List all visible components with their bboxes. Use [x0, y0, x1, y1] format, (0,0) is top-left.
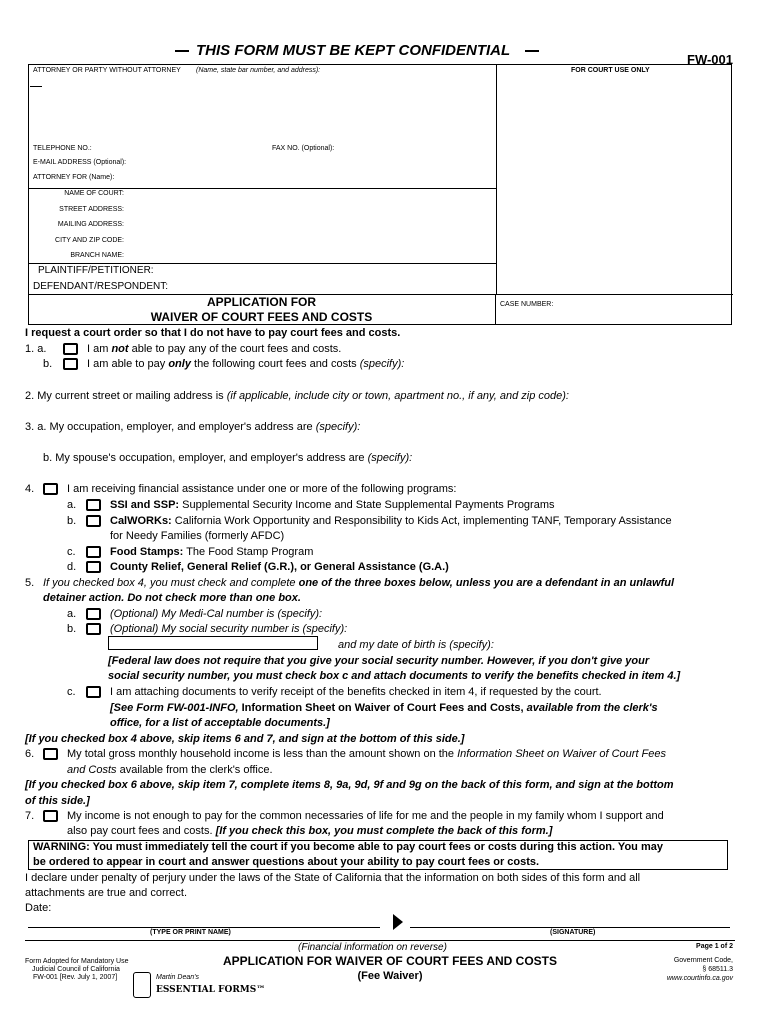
declaration-2: attachments are true and correct. [25, 887, 188, 899]
court-website[interactable]: www.courtinfo.ca.gov [666, 975, 733, 982]
checkbox-4c[interactable] [86, 546, 101, 558]
attorney-label: ATTORNEY OR PARTY WITHOUT ATTORNEY [33, 67, 181, 74]
branch-label: BRANCH NAME: [70, 252, 124, 259]
type-name-label: (TYPE OR PRINT NAME) [150, 929, 231, 936]
checkbox-5a[interactable] [86, 608, 101, 620]
street-label: STREET ADDRESS: [59, 206, 124, 213]
item-6-num: 6. [25, 748, 35, 760]
page-number: Page 1 of 2 [696, 943, 733, 950]
item-3a: 3. a. My occupation, employer, and employer's address are (specify): [25, 421, 361, 433]
item-4d-num: d. [67, 561, 77, 573]
item-7-num: 7. [25, 810, 35, 822]
brand-essential-forms: ESSENTIAL FORMS™ [156, 985, 266, 995]
item-4b-text-2: for Needy Families (formerly AFDC) [110, 530, 285, 542]
name-line[interactable] [28, 927, 380, 928]
adopted-3: FW-001 [Rev. July 1, 2007] [33, 974, 118, 981]
item-1a-num: 1. a. [25, 343, 47, 355]
city-label: CITY AND ZIP CODE: [55, 237, 124, 244]
telephone-label: TELEPHONE NO.: [33, 145, 92, 152]
attorney-field[interactable] [30, 86, 42, 96]
item-5b-note-2: social security number, you must check box c and attach documents to verify the benefits checked in item 4.] [108, 670, 681, 682]
checkbox-4[interactable] [43, 483, 58, 495]
adopted-1: Form Adopted for Mandatory Use [25, 958, 129, 965]
footer-subtitle: (Fee Waiver) [357, 970, 423, 982]
item-5b-note-1: [Federal law does not require that you give your social security number. However, if you don't give your [108, 655, 650, 667]
checkbox-1a[interactable] [63, 343, 78, 355]
checkbox-4a[interactable] [86, 499, 101, 511]
sign-arrow-icon [393, 914, 403, 930]
checkbox-4d[interactable] [86, 561, 101, 573]
confidential-title: THIS FORM MUST BE KEPT CONFIDENTIAL [196, 42, 511, 59]
item-2: 2. My current street or mailing address is (if applicable, include city or town, apartment no., if any, and zip code): [25, 390, 569, 402]
essential-forms-logo [133, 972, 151, 998]
attorney-for-label: ATTORNEY FOR (Name): [33, 174, 115, 181]
skip-note-2: [If you checked box 6 above, skip item 7, complete items 8, 9a, 9d, 9f and 9g on the back of this form, and sign at the bottom [25, 779, 674, 791]
item-5-text-2: detainer action. Do not check more than one box. [43, 592, 301, 604]
brand-martin-dean: Martin Dean's [156, 974, 199, 981]
financial-info-note: (Financial information on reverse) [298, 942, 447, 953]
item-1a-text: I am not able to pay any of the court fees and costs. [87, 343, 342, 355]
application-title-2: WAIVER OF COURT FEES AND COSTS [150, 310, 373, 324]
warning-text-1: WARNING: You must immediately tell the court if you become able to pay court fees or costs during this action. You may [33, 841, 663, 853]
email-label: E-MAIL ADDRESS (Optional): [33, 159, 127, 166]
item-5-num: 5. [25, 577, 35, 589]
mailing-label: MAILING ADDRESS: [57, 221, 124, 228]
item-5a-num: a. [67, 608, 77, 620]
adopted-2: Judicial Council of California [32, 966, 120, 973]
warning-text-2: be ordered to appear in court and answer questions about your ability to pay court fees or costs. [33, 856, 540, 868]
date-label: Date: [25, 902, 52, 914]
skip-note-1: [If you checked box 4 above, skip items 6 and 7, and sign at the bottom of this side.] [25, 733, 465, 745]
plaintiff-label: PLAINTIFF/PETITIONER: [38, 265, 154, 276]
checkbox-1b[interactable] [63, 358, 78, 370]
signature-line[interactable] [410, 927, 730, 928]
skip-note-2b: of this side.] [25, 795, 90, 807]
attorney-label-sub: (Name, state bar number, and address): [196, 67, 321, 74]
item-4a-num: a. [67, 499, 77, 511]
checkbox-5b[interactable] [86, 623, 101, 635]
checkbox-5c[interactable] [86, 686, 101, 698]
item-5b-num: b. [67, 623, 77, 635]
application-title-1: APPLICATION FOR [206, 295, 317, 309]
checkbox-4b[interactable] [86, 515, 101, 527]
item-1b-text: I am able to pay only the following court fees and costs (specify): [87, 358, 405, 370]
dob-label: and my date of birth is (specify): [338, 639, 494, 651]
gov-code-1: Government Code, [673, 957, 733, 964]
item-5a-text: (Optional) My Medi-Cal number is (specify): [110, 608, 323, 620]
item-4b-num: b. [67, 515, 77, 527]
item-5c-note-1: [See Form FW-001-INFO, Information Sheet on Waiver of Court Fees and Costs, available from the clerk's [110, 702, 658, 714]
item-6-text-2: and Costs available from the clerk's office. [67, 764, 273, 776]
ssn-input[interactable] [108, 636, 318, 650]
header-dash-right [525, 50, 539, 52]
court-use-label: FOR COURT USE ONLY [571, 67, 650, 74]
item-5c-note-2: office, for a list of acceptable documents.] [110, 717, 330, 729]
item-7-text: My income is not enough to pay for the common necessaries of life for me and the people in my family whom I support and [67, 810, 664, 822]
gov-code-2: § 68511.3 [702, 966, 733, 973]
item-4b-text: CalWORKs: California Work Opportunity and Responsibility to Kids Act, implementing TANF, Temporary Assistance [110, 515, 672, 527]
case-number-label: CASE NUMBER: [500, 301, 554, 308]
signature-label: (SIGNATURE) [550, 929, 596, 936]
item-5-text: If you checked box 4, you must check and complete one of the three boxes below, unless you are a defendant in an unlawful [43, 577, 675, 589]
item-3b: b. My spouse's occupation, employer, and employer's address are (specify): [43, 452, 413, 464]
item-4c-num: c. [67, 546, 76, 558]
intro: I request a court order so that I do not have to pay court fees and costs. [25, 327, 401, 339]
court-name-label: NAME OF COURT: [64, 190, 124, 197]
item-4-num: 4. [25, 483, 35, 495]
item-5b-text: (Optional) My social security number is (specify): [110, 623, 348, 635]
item-4-text: I am receiving financial assistance under one or more of the following programs: [67, 483, 457, 495]
item-5c-text: I am attaching documents to verify receipt of the benefits checked in item 4, if requested by the court. [110, 686, 602, 698]
item-4c-text: Food Stamps: The Food Stamp Program [110, 546, 314, 558]
footer-rule [25, 940, 735, 941]
item-4a-text: SSI and SSP: Supplemental Security Income and State Supplemental Payments Programs [110, 499, 555, 511]
item-6-text: My total gross monthly household income is less than the amount shown on the Information Sheet on Waiver of Court Fees [67, 748, 667, 760]
title-case-vline [495, 294, 496, 325]
declaration-1: I declare under penalty of perjury under the laws of the State of California that the information on both sides of this form and all [25, 872, 641, 884]
item-5c-num: c. [67, 686, 76, 698]
checkbox-7[interactable] [43, 810, 58, 822]
item-4d-text: County Relief, General Relief (G.R.), or General Assistance (G.A.) [110, 561, 449, 573]
form-number: FW-001 [687, 52, 733, 67]
checkbox-6[interactable] [43, 748, 58, 760]
fax-label: FAX NO. (Optional): [272, 145, 335, 152]
item-1b-num: b. [43, 358, 53, 370]
header-dash-left [175, 50, 189, 52]
item-7-text-2: also pay court fees and costs. [If you check this box, you must complete the back of this form.] [67, 825, 553, 837]
footer-title: APPLICATION FOR WAIVER OF COURT FEES AND COSTS [222, 954, 557, 968]
defendant-label: DEFENDANT/RESPONDENT: [33, 281, 169, 292]
